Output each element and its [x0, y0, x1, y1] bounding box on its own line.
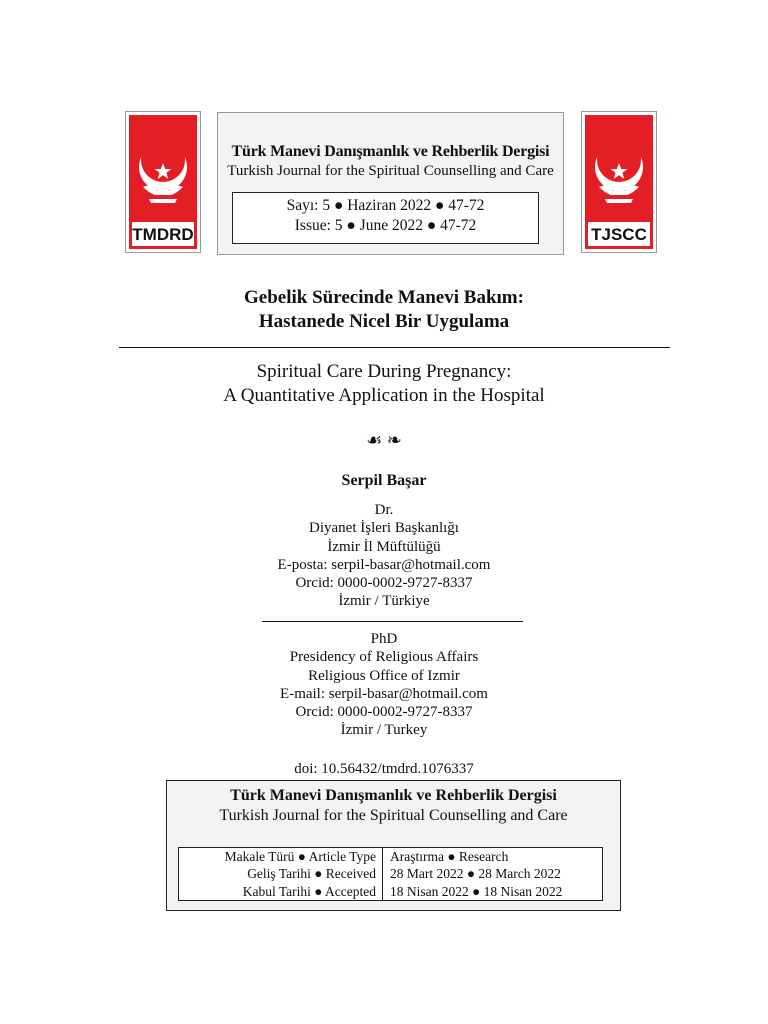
logo-red-panel [129, 115, 197, 249]
journal-title-tr: Türk Manevi Danışmanlık ve Rehberlik Dergisi [231, 143, 550, 160]
aff-tr-office: İzmir İl Müftülüğü [327, 538, 441, 555]
aff-tr-title: Dr. [374, 502, 394, 518]
meta-label-type: Makale Türü ● Article Type [224, 849, 376, 864]
article-title-en [0, 360, 768, 408]
article-meta-table [178, 847, 603, 901]
aff-en-institution: Presidency of Religious Affairs [289, 649, 479, 666]
aff-en-orcid: Orcid: 0000-0002-9727-8337 [295, 704, 473, 721]
logo-label: TMDRD [132, 222, 194, 246]
issue-line-en: Issue: 5 ● June 2022 ● 47-72 [294, 217, 477, 234]
title-tr-line-1: Gebelik Sürecinde Manevi Bakım: [244, 287, 524, 308]
title-tr-line-2: Hastanede Nicel Bir Uygulama [258, 311, 510, 332]
crescent-star-icon [129, 115, 197, 221]
meta-value-received: 28 Mart 2022 ● 28 March 2022 [390, 866, 561, 882]
aff-tr-institution: Diyanet İşleri Başkanlığı [309, 520, 459, 537]
aff-tr-orcid: Orcid: 0000-0002-9727-8337 [295, 575, 473, 592]
doi-link[interactable]: doi: 10.56432/tmdrd.1076337 [294, 761, 474, 777]
tjscc-logo [581, 111, 657, 253]
aff-tr-email[interactable]: E-posta: serpil-basar@hotmail.com [277, 556, 491, 573]
logo-label: TJSCC [588, 222, 650, 246]
meta-value-type: Araştırma ● Research [390, 849, 509, 864]
tmdrd-logo [125, 111, 201, 253]
title-divider [119, 347, 670, 348]
meta-value-accepted: 18 Nisan 2022 ● 18 Nisan 2022 [390, 883, 563, 899]
fleuron-ornament-icon: ☙ ❧ [366, 430, 402, 450]
issue-info-box [232, 192, 539, 244]
meta-labels [179, 848, 383, 900]
aff-en-location: İzmir / Turkey [340, 722, 428, 739]
issue-line-tr: Sayı: 5 ● Haziran 2022 ● 47-72 [286, 197, 485, 214]
meta-values [390, 848, 602, 900]
journal-header-box [217, 112, 564, 255]
aff-en-office: Religious Office of Izmir [308, 667, 460, 684]
crescent-star-icon [585, 115, 653, 221]
journal-box-title-tr: Türk Manevi Danışmanlık ve Rehberlik Dergisi [230, 787, 557, 804]
journal-info-box [166, 780, 621, 911]
title-en-line-2: A Quantitative Application in the Hospital [223, 385, 545, 406]
affiliation-divider [262, 621, 523, 622]
aff-en-email[interactable]: E-mail: serpil-basar@hotmail.com [280, 685, 488, 702]
title-en-line-1: Spiritual Care During Pregnancy: [256, 361, 512, 382]
author-name: Serpil Başar [341, 472, 427, 489]
aff-tr-location: İzmir / Türkiye [338, 593, 430, 610]
journal-title-en: Turkish Journal for the Spiritual Counselling and Care [227, 163, 554, 179]
article-title-tr [0, 286, 768, 334]
logo-red-panel [585, 115, 653, 249]
aff-en-title: PhD [370, 631, 398, 647]
meta-label-accepted: Kabul Tarihi ● Accepted [242, 883, 376, 899]
affiliation-en [0, 630, 768, 740]
journal-box-title-en: Turkish Journal for the Spiritual Counselling and Care [219, 807, 568, 824]
meta-label-received: Geliş Tarihi ● Received [247, 866, 376, 882]
affiliation-tr [0, 501, 768, 611]
